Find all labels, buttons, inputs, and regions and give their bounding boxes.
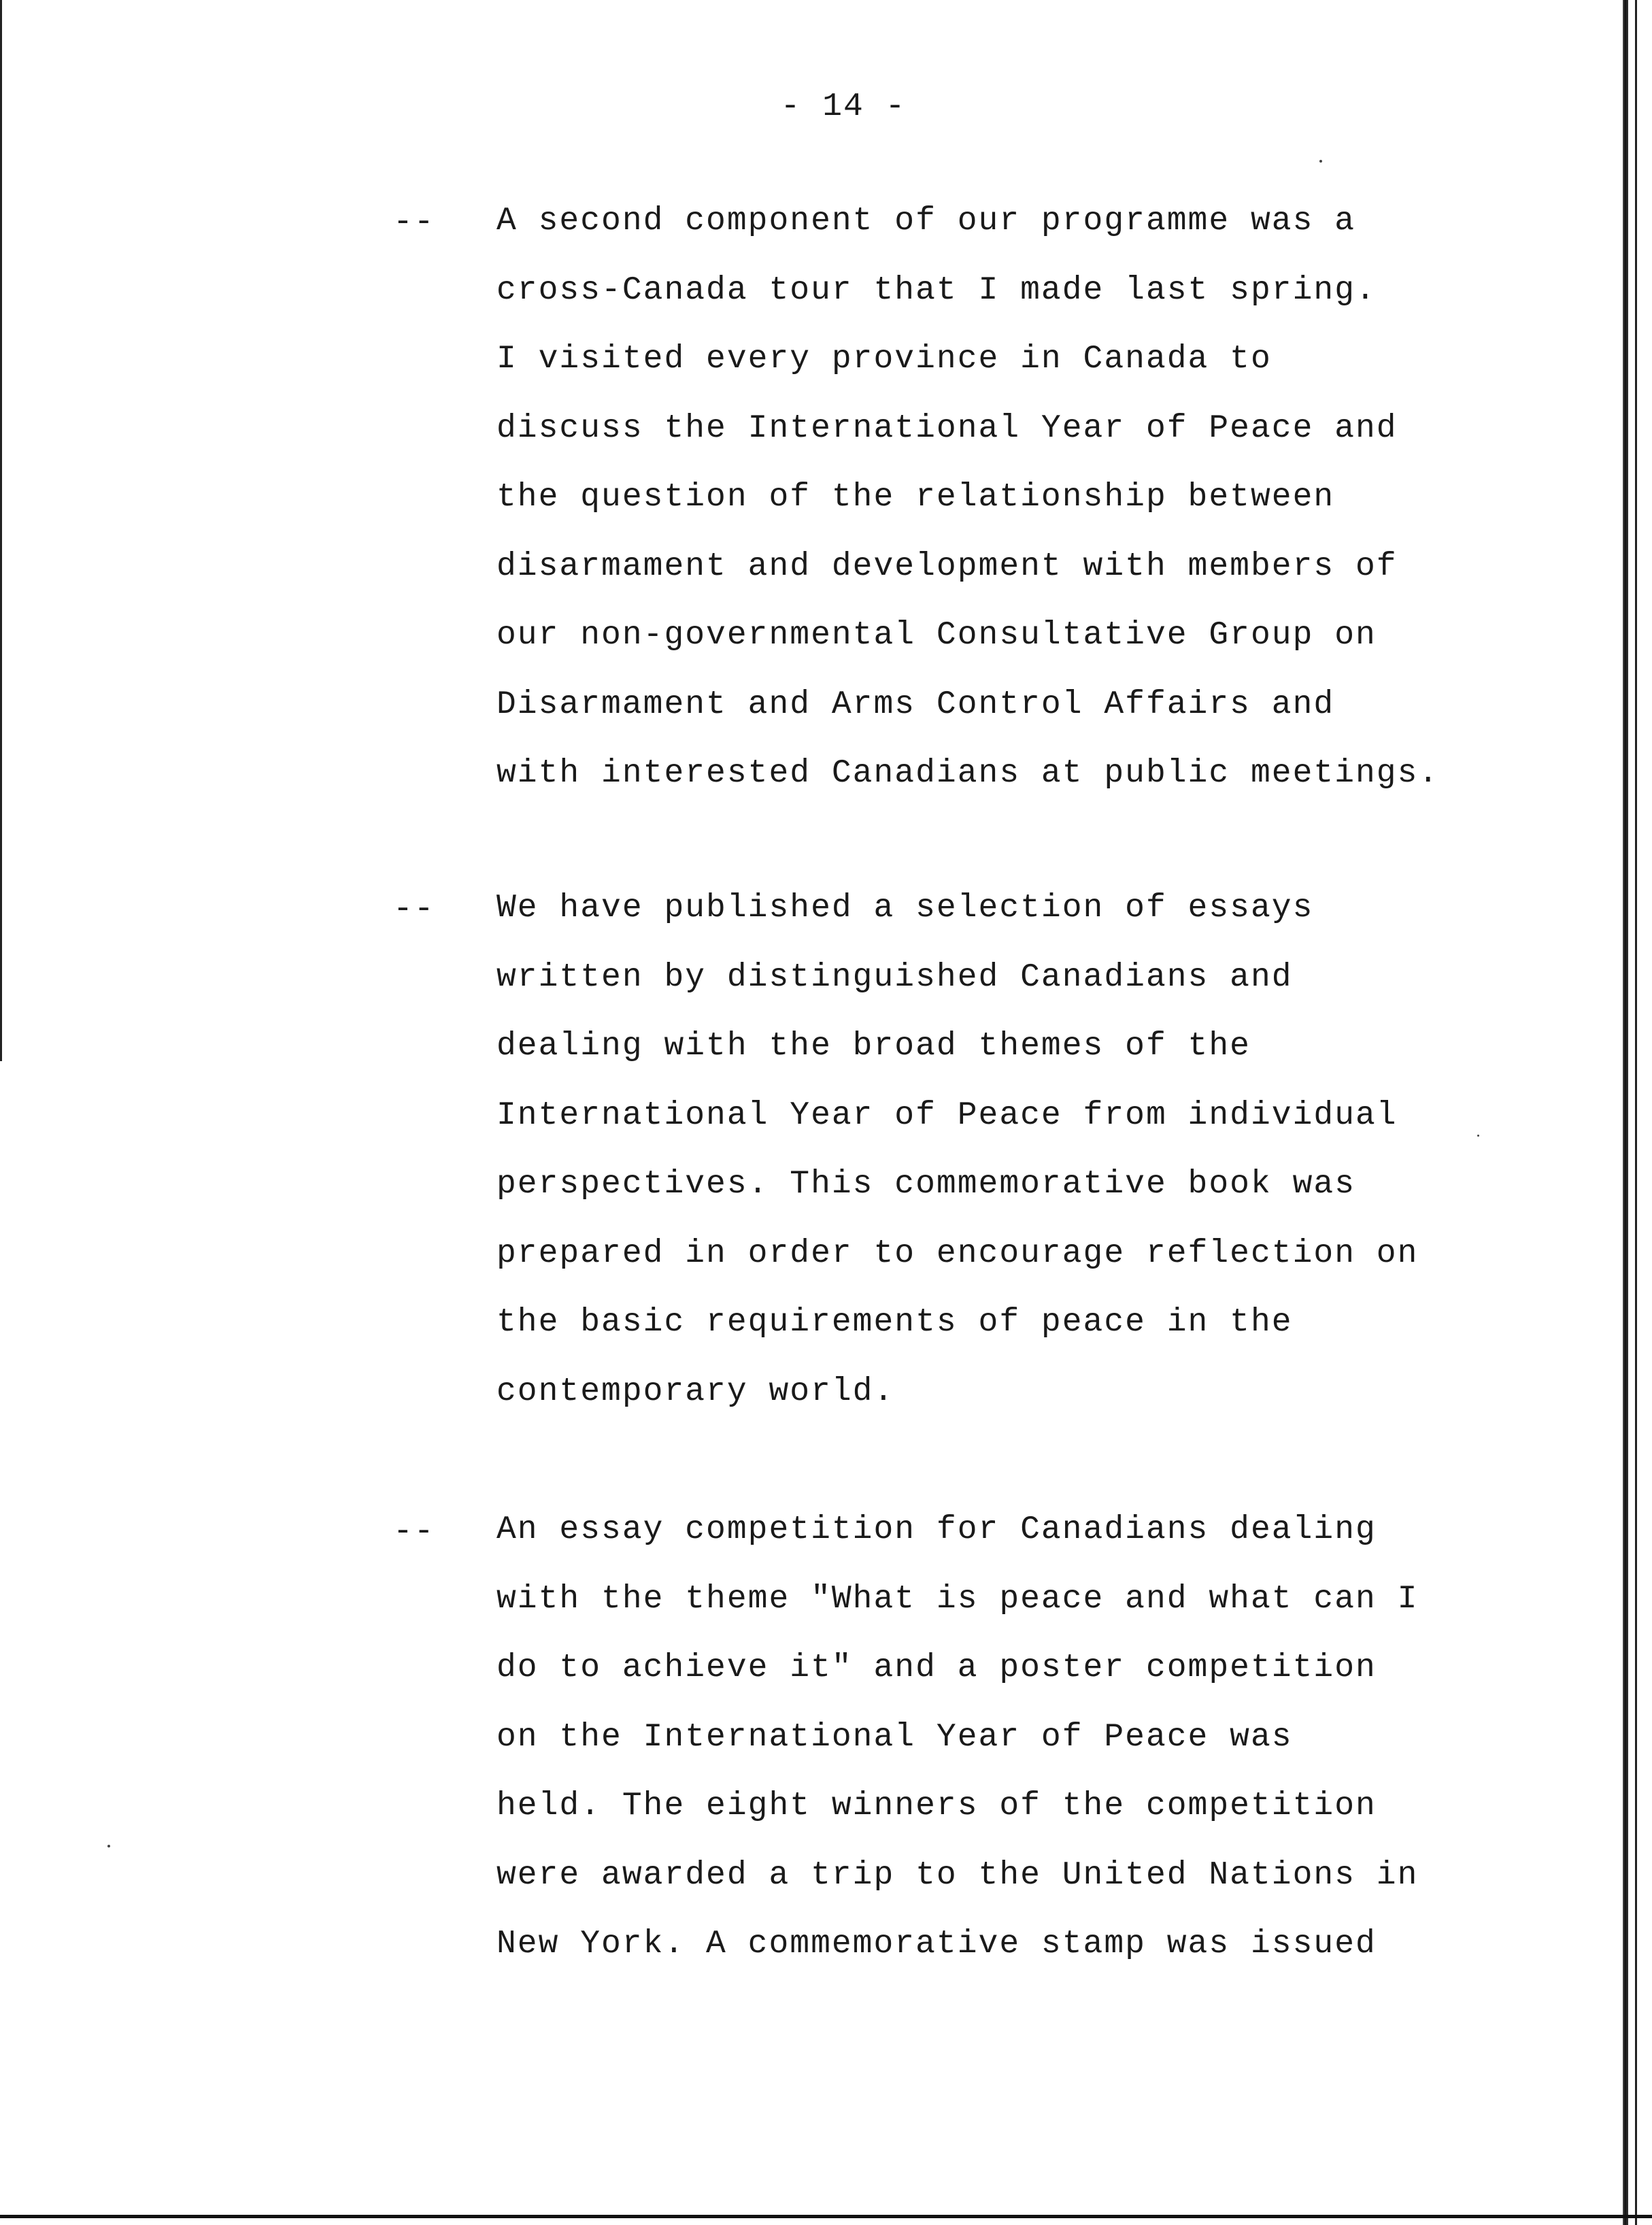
bullet-dash: -- <box>393 891 435 928</box>
scan-speck <box>107 1845 110 1847</box>
scan-speck <box>1319 160 1322 163</box>
page-number: - 14 - <box>780 88 907 125</box>
scan-edge-bottom <box>0 2215 1652 2218</box>
paragraph: A second component of our programme was a cross-Canada tour that I made last spring. I visited every province in Canada to discuss the International Year of Peace and the question of the relationship between disarmament and development with members of our non-governmental Consultative Group on Disarmament and Arms Control Affairs and with interested Canadians at public meetings. <box>496 203 1440 792</box>
scan-edge-right <box>1623 0 1628 2225</box>
bullet-dash: -- <box>393 204 435 241</box>
paragraph: We have published a selection of essays written by distinguished Canadians and dealing with the broad themes of the International Year of Peace from individual perspectives. This commemorative book was prepared in order to encourage reflection on the basic requirements of peace in the contemporary world. <box>496 890 1419 1410</box>
paragraph: An essay competition for Canadians dealing with the theme "What is peace and what can I do to achieve it" and a poster competition on the International Year of Peace was held. The eight winners of the competition were awarded a trip to the United Nations in New York. A commemorative stamp was issued <box>496 1511 1419 1962</box>
scan-edge-right-inner <box>1635 0 1637 2225</box>
scan-edge-left <box>0 0 2 1061</box>
scan-speck <box>1477 1135 1479 1137</box>
bullet-dash: -- <box>393 1513 435 1550</box>
